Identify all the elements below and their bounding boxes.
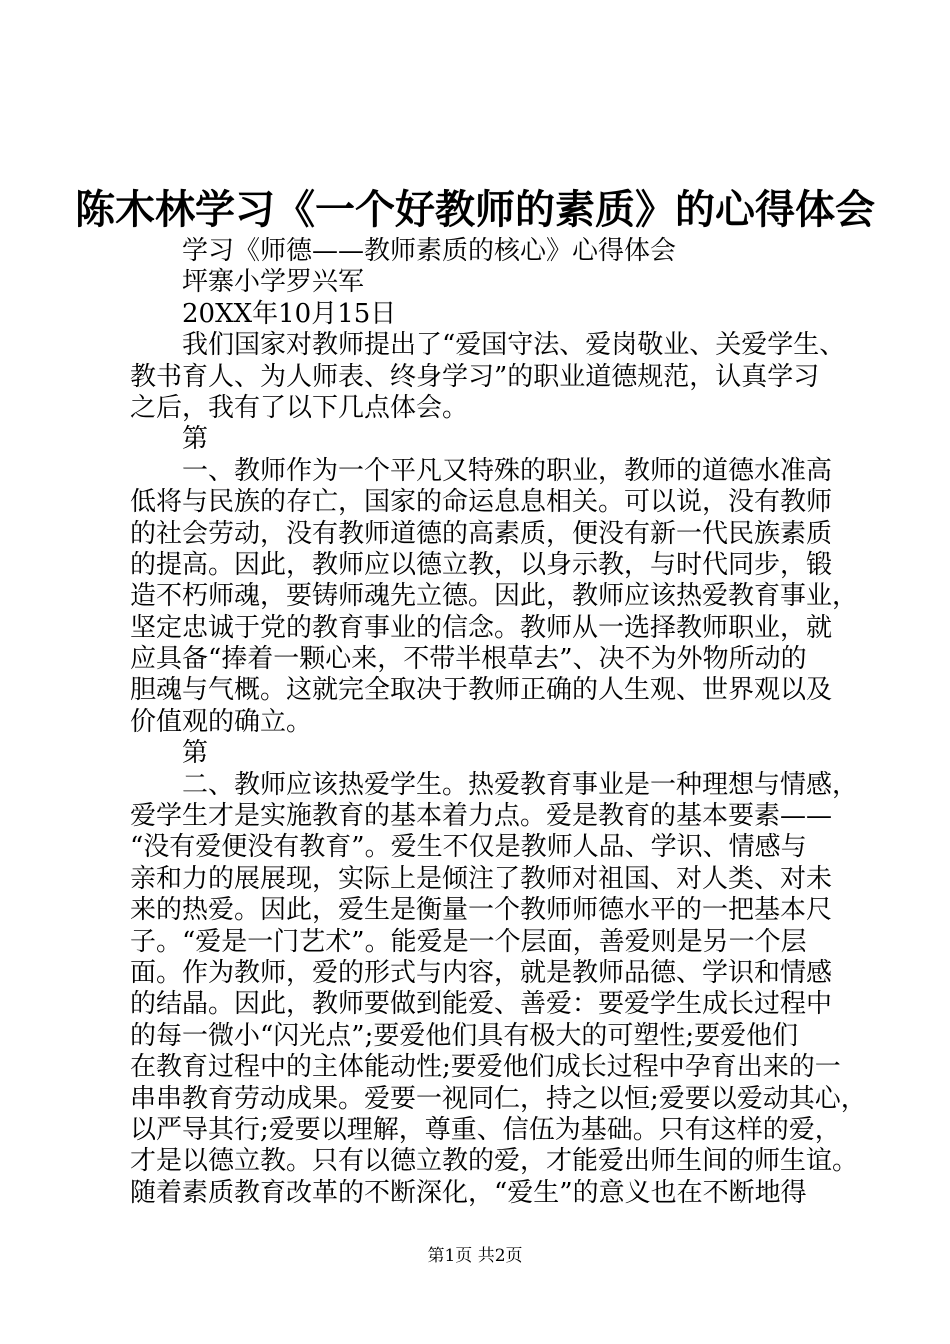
text-line: 才是以德立教。只有以德立教的爱，才能爱出师生间的师生谊。 [130, 1146, 859, 1177]
document-body [130, 236, 867, 1209]
text-line: 二、教师应该热爱学生。热爱教育事业是一种理想与情感， [182, 769, 859, 800]
text-line: 在教育过程中的主体能动性;要爱他们成长过程中孕育出来的一 [130, 1052, 841, 1083]
text-line: 应具备“捧着一颗心来，不带半根草去”、决不为外物所动的 [130, 644, 807, 675]
text-line: “没有爱便没有教育”。爱生不仅是教师人品、学识、情感与 [130, 832, 807, 863]
text-line: 之后，我有了以下几点体会。 [130, 392, 469, 423]
text-line: 爱学生才是实施教育的基本着力点。爱是教育的基本要素—— [130, 801, 833, 832]
text-line: 的每一微小“闪光点”;要爱他们具有极大的可塑性;要爱他们 [130, 1020, 799, 1051]
text-line: 一、教师作为一个平凡又特殊的职业，教师的道德水准高 [182, 455, 833, 486]
text-line: 的结晶。因此，教师要做到能爱、善爱：要爱学生成长过程中 [130, 989, 833, 1020]
text-line: 教书育人、为人师表、终身学习”的职业道德规范，认真学习 [130, 361, 820, 392]
document-author: 坪寨小学罗兴军 [182, 267, 365, 298]
text-line: 亲和力的展展现，实际上是倾注了教师对祖国、对人类、对未 [130, 863, 833, 894]
document-date: 20XX年10月15日 [182, 298, 397, 329]
text-line: 以严导其行;爱要以理解，尊重、信伍为基础。只有这样的爱， [130, 1114, 841, 1145]
page-number-footer: 第1页 共2页 [427, 1246, 523, 1266]
text-line: 价值观的确立。 [130, 706, 313, 737]
text-line: 胆魂与气概。这就完全取决于教师正确的人生观、世界观以及 [130, 675, 833, 706]
text-line: 第 [182, 424, 209, 455]
text-line: 来的热爱。因此，爱生是衡量一个教师师德水平的一把基本尺 [130, 895, 833, 926]
text-line: 第 [182, 738, 209, 769]
text-line: 的社会劳动，没有教师道德的高素质，便没有新一代民族素质 [130, 518, 833, 549]
text-line: 造不朽师魂，要铸师魂先立德。因此，教师应该热爱教育事业， [130, 581, 859, 612]
document-title: 陈木林学习《一个好教师的素质》的心得体会 [75, 187, 875, 233]
text-line: 坚定忠诚于党的教育事业的信念。教师从一选择教师职业，就 [130, 612, 833, 643]
text-line: 随着素质教育改革的不断深化，“爱生”的意义也在不断地得 [130, 1177, 807, 1208]
text-line: 我们国家对教师提出了“爱国守法、爱岗敬业、关爱学生、 [182, 330, 846, 361]
document-subtitle: 学习《师德——教师素质的核心》心得体会 [182, 236, 677, 266]
text-line: 串串教育劳动成果。爱要一视同仁，持之以恒;爱要以爱动其心， [130, 1083, 867, 1114]
text-line: 面。作为教师，爱的形式与内容，就是教师品德、学识和情感 [130, 957, 833, 988]
text-line: 的提高。因此，教师应以德立教，以身示教，与时代同步，锻 [130, 549, 833, 580]
paragraph-lines [130, 330, 867, 1209]
text-line: 子。“爱是一门艺术”。能爱是一个层面，善爱则是另一个层 [130, 926, 807, 957]
text-line: 低将与民族的存亡，国家的命运息息相关。可以说，没有教师 [130, 487, 833, 518]
